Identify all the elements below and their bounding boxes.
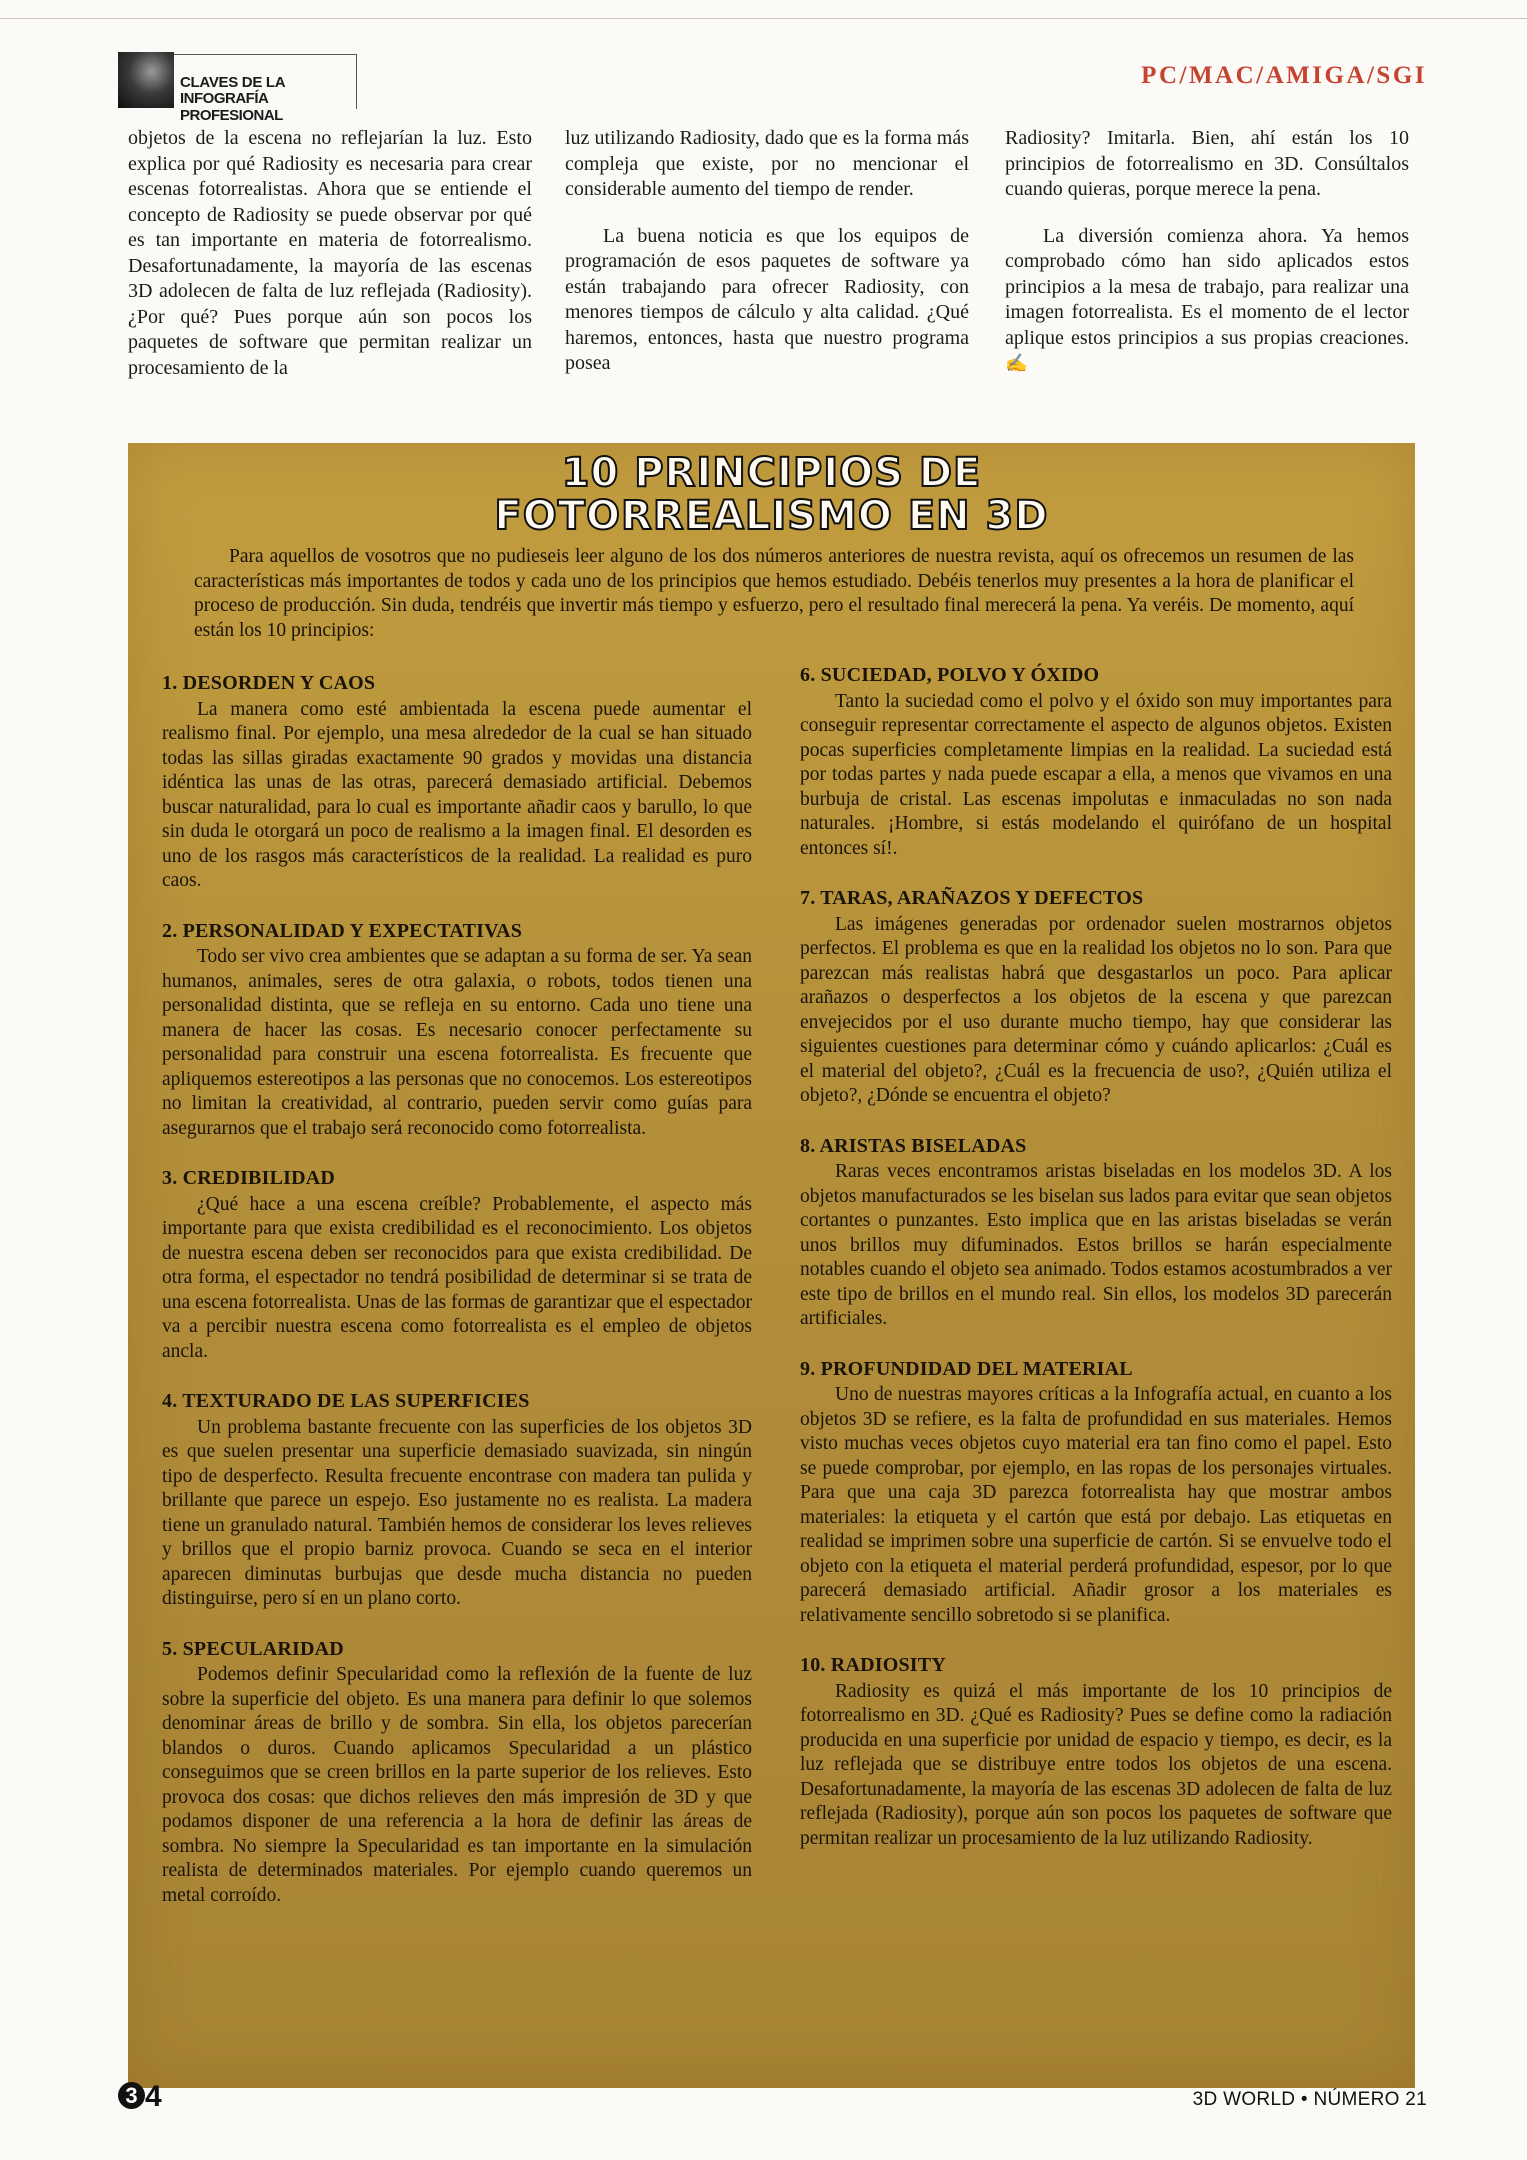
- principle-title: 2. PERSONALIDAD Y EXPECTATIVAS: [162, 919, 523, 942]
- article-paragraph: objetos de la escena no reflejarían la luz. Esto explica por qué Radiosity es necesaria para crear escenas fotorrealistas. Ahora que se entiende el concepto de Radiosity se puede observar por qué es tan importante en materia de fotorrealismo. Desafortunadamente, la mayoría de las escenas 3D adolecen de falta de luz reflejada (Radiosity). ¿Por qué? Pues porque aún son pocos los paquetes de software que permitan realizar un procesamiento de la: [128, 127, 532, 379]
- principle-text: Raras veces encontramos aristas biseladas en los modelos 3D. A los objetos manufacturados se les biselan sus lados para evitar que sean objetos cortantes o punzantes. Esto implica que en las aristas biseladas se verán unos brillos muy difuminados. Estos brillos se harán especialmente notables cuando el objeto sea animado. Todos estamos acostumbrados a ver este tipo de brillos en el mundo real. Sin ellos, los modelos 3D parecerán artificiales.: [800, 1161, 1392, 1329]
- principle-title: 3. CREDIBILIDAD: [162, 1167, 336, 1189]
- logo-line1: CLAVES DE LA: [180, 74, 286, 91]
- article-paragraph: luz utilizando Radiosity, dado que es la forma más compleja que existe, por no mencionar el considerable aumento del tiempo de render.: [565, 127, 969, 200]
- principle-text: Las imágenes generadas por ordenador suelen mostrarnos objetos perfectos. El problema es que en la realidad los objetos no lo son. Para que parezcan más realistas habrá que desgastarlos un poco. Para aplicar arañazos o desperfectos a los objetos de la escena y que parezcan envejecidos por el uso durante mucho tiempo, hay que considerar las siguientes cuestiones para determinar cómo y cuándo aplicarlos: ¿Cuál es el material del objeto?, ¿Cuál es la frecuencia de uso?, ¿Quién utiliza el objeto?, ¿Dónde se encuentra el objeto?: [800, 913, 1392, 1106]
- box-title-line2: FOTORREALISMO EN 3D: [494, 493, 1049, 539]
- principle-section: [162, 671, 752, 894]
- principle-section: [800, 1357, 1392, 1629]
- page-number-circle: 3: [118, 2082, 145, 2109]
- principle-title: 6. SUCIEDAD, POLVO Y ÓXIDO: [800, 664, 1100, 686]
- page-number-digit: 4: [145, 2080, 162, 2113]
- box-intro: Para aquellos de vosotros que no pudieseis leer alguno de los dos números anteriores de nuestra revista, aquí os ofrecemos un resumen de las características más importantes de todos y cada uno de los principios que hemos estudiado. Debéis tenerlos muy presentes a la hora de planificar el proceso de producción. Sin duda, tendréis que invertir más tiempo y esfuerzo, pero el resultado final merecerá la pena. Ya veréis. De momento, aquí están los 10 principios:: [194, 546, 1354, 641]
- principle-title: 9. PROFUNDIDAD DEL MATERIAL: [800, 1357, 1133, 1380]
- principle-text: Uno de nuestras mayores críticas a la Infografía actual, en cuanto a los objetos 3D se refiere, es la falta de profundidad en sus materiales. Hemos visto muchas veces objetos cuyo material era tan fino como el papel. Esto se puede comprobar, por ejemplo, en las ropas de los personajes virtuales. Para que una caja 3D parezca fotorrealista hay que mostrar ambos materiales: la etiqueta y el cartón que está por debajo. Las etiquetas en realidad se imprimen sobre una superficie de cartón. Si se envuelve todo el objeto con la etiqueta el material perderá profundidad, espesor, por lo que parecerá demasiado artificial. Añadir grosor a los materiales es relativamente sencillo sobretodo si se planifica.: [800, 1384, 1392, 1626]
- principle-section: [162, 1389, 752, 1612]
- principles-right-column: [800, 663, 1392, 1851]
- principle-text: Un problema bastante frecuente con las superficies de los objetos 3D es que suelen presentar una superficie demasiado suavizada, sin ningún tipo de desperfecto. Resulta frecuente encontrase con madera tan pulida y brillante que parece un espejo. Eso justamente no es realista. La madera tiene un granulado natural. También hemos de considerar los leves relieves y brillos que el propio barniz provoca. Cuando se seca en el interior aparecen diminutas burbujas que desde mucha distancia no pueden distinguirse, pero sí en un plano corto.: [162, 1416, 752, 1609]
- section-logo: [118, 52, 358, 124]
- principle-title: 7. TARAS, ARAÑAZOS Y DEFECTOS: [800, 887, 1144, 909]
- end-of-article-icon: ✍: [1005, 353, 1028, 373]
- principle-section: [162, 1166, 752, 1364]
- article-paragraph-text: La diversión comienza ahora. Ya hemos comprobado cómo han sido aplicados estos principios a la mesa de trabajo, para realizar una imagen fotorrealista. Es el momento de el lector aplique estos principios a sus propias creaciones.: [1005, 224, 1409, 349]
- platforms-header: PC/MAC/AMIGA/SGI: [1141, 62, 1427, 89]
- principle-text: Todo ser vivo crea ambientes que se adaptan a su forma de ser. Ya sean humanos, animales, seres de otra galaxia, o robots, todos tienen una personalidad distinta, que se refleja en su entorno. Cada uno tiene una manera de hacer las cosas. Es necesario conocer perfectamente su personalidad para construir una escena fotorrealista. Es frecuente que apliquemos estereotipos a las personas que no conocemos. Los estereotipos no limitan la creatividad, al contrario, pueden servir como guías para asegurarnos que el trabajo será reconocido como fotorrealista.: [162, 946, 752, 1139]
- principle-text: Tanto la suciedad como el polvo y el óxido son muy importantes para conseguir representar correctamente el aspecto de algunos objetos. Existen pocas superficies completamente limpias en la realidad. La suciedad está por todas partes y nada puede escapar a ella, a menos que vivamos en una burbuja de cristal. Las escenas impolutas e inmaculadas no son nada naturales. ¡Hombre, si estás modelando el quirófano de un hospital entonces sí!.: [800, 690, 1392, 859]
- principle-section: [800, 886, 1392, 1109]
- principle-text: La manera como esté ambientada la escena puede aumentar el realismo final. Por ejemplo, una mesa alrededor de la cual se han situado todas las sillas giradas exactamente 90 grados y movidas una distancia idéntica las unas de las otras, parecerá demasiado artificial. Debemos buscar naturalidad, para lo cual es importante añadir caos y barullo, lo que sin duda le otorgará un poco de realismo a la imagen final. El desorden es uno de los rasgos más característicos de la realidad. La realidad es puro caos.: [162, 698, 752, 891]
- page-number: [118, 2080, 162, 2114]
- article-paragraph: [1005, 224, 1409, 377]
- logo-line2: INFOGRAFÍA PROFESIONAL: [180, 90, 283, 124]
- article-column-2: [565, 126, 969, 377]
- principle-text: Radiosity es quizá el más importante de los 10 principios de fotorrealismo en 3D. ¿Qué es Radiosity? Pues se define como la radiación producida en una superficie por unidad de espacio y tiempo, es decir, es la luz reflejada que se distribuye entre todos los objetos de una escena. Desafortunadamente, la mayoría de las escenas 3D adolecen de falta de luz reflejada (Radiosity), porque aún son pocos los paquetes de software que permitan realizar un procesamiento de la luz utilizando Radiosity.: [800, 1680, 1392, 1849]
- box-title-line1: 10 PRINCIPIOS DE: [561, 450, 982, 496]
- principle-title: 10. RADIOSITY: [800, 1654, 946, 1676]
- article-column-1: [128, 126, 532, 381]
- principle-section: [800, 1134, 1392, 1332]
- top-rule: [0, 18, 1527, 19]
- principle-text: Podemos definir Specularidad como la reflexión de la fuente de luz sobre la superficie del objeto. Es una manera para definir lo que solemos denominar áreas de brillo y de sombra. Sin ella, los objetos parecerían blandos o duros. Cuando aplicamos Specularidad a un plástico conseguimos que se creen brillos en la parte superior de los relieves. Esto provoca dos cosas: que dichos relieves den más impresión de 3D y que podamos disponer de una referencia a la hora de definir las áreas de sombra. No siempre la Specularidad es tan importante en la simulación realista de determinados materiales. Por ejemplo cuando queremos un metal corroído.: [162, 1664, 752, 1906]
- article-paragraph: La buena noticia es que los equipos de programación de esos paquetes de software ya están trabajando para ofrecer Radiosity, con menores tiempos de cálculo y alta calidad. ¿Qué haremos, entonces, hasta que nuestro programa posea: [565, 224, 969, 374]
- magazine-issue: 3D WORLD • NÚMERO 21: [1192, 2089, 1427, 2110]
- principles-left-column: [162, 671, 752, 1908]
- principle-title: 5. SPECULARIDAD: [162, 1637, 344, 1660]
- principle-title: 4. TEXTURADO DE LAS SUPERFICIES: [162, 1390, 530, 1412]
- principle-section: [162, 919, 752, 1142]
- principle-text: ¿Qué hace a una escena creíble? Probablemente, el aspecto más importante para que exista credibilidad es el reconocimiento. Los objetos de nuestra escena deben ser reconocidos para que exista credibilidad. De otra forma, el espectador no tendrá posibilidad de determinar si se trata de una escena fotorrealista. Unas de las formas de garantizar que el espectador va a percibir nuestra escena como fotorrealista es el empleo de objetos ancla.: [162, 1193, 752, 1362]
- principle-title: 8. ARISTAS BISELADAS: [800, 1134, 1027, 1157]
- principle-title: 1. DESORDEN Y CAOS: [162, 672, 376, 694]
- logo-image: [118, 52, 174, 108]
- principle-section: [800, 663, 1392, 861]
- article-paragraph: Radiosity? Imitarla. Bien, ahí están los 10 principios de fotorrealismo en 3D. Consúltalos cuando quieras, porque merece la pena.: [1005, 127, 1409, 200]
- principles-box: [128, 443, 1415, 2088]
- article-column-3: [1005, 126, 1409, 377]
- principle-section: [162, 1637, 752, 1909]
- principle-section: [800, 1653, 1392, 1851]
